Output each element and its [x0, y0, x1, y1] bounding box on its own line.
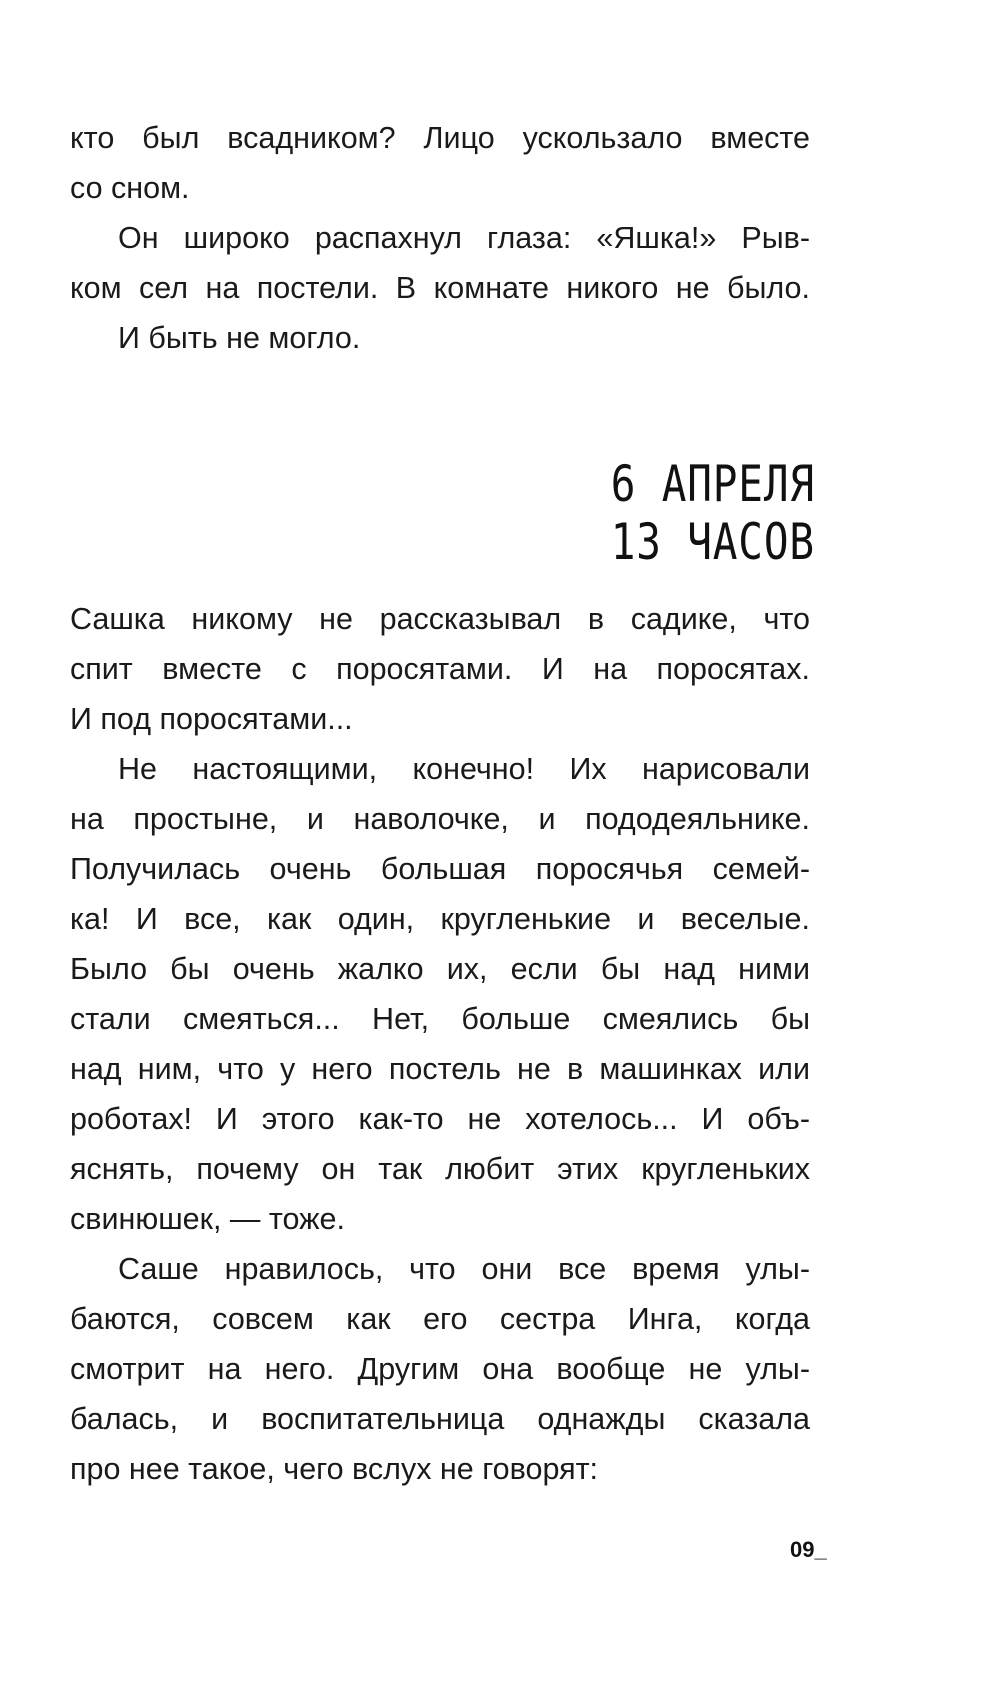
text-line: Саше нравилось, что они все время улы-: [118, 1252, 810, 1286]
text-line: над ним, что у него постель не в машинках или: [70, 1052, 810, 1086]
text-line: И под поросятами...: [70, 702, 353, 736]
text-line: со сном.: [70, 171, 190, 205]
text-line: балась, и воспитательница однажды сказала: [70, 1402, 810, 1436]
text-line: смотрит на него. Другим она вообще не улы-: [70, 1352, 810, 1386]
text-line: Получилась очень большая поросячья семей-: [70, 852, 810, 886]
heading-time: 13 ЧАСОВ: [610, 513, 815, 571]
text-line: роботах! И этого как-то не хотелось... И объ-: [70, 1102, 810, 1136]
text-line: ка! И все, как один, кругленькие и веселые.: [70, 902, 810, 936]
section-heading: [611, 455, 815, 571]
text-line: Было бы очень жалко их, если бы над ними: [70, 952, 810, 986]
text-line: кто был всадником? Лицо ускользало вместе: [70, 121, 810, 155]
text-line: ком сел на постели. В комнате никого не было.: [70, 271, 810, 305]
text-line: баются, совсем как его сестра Инга, когда: [70, 1302, 810, 1336]
text-line: стали смеяться... Нет, больше смеялись бы: [70, 1002, 810, 1036]
text-line: Он широко распахнул глаза: «Яшка!» Рыв-: [118, 221, 810, 255]
heading-date: 6 АПРЕЛЯ: [610, 455, 815, 513]
text-line: спит вместе с поросятами. И на поросятах.: [70, 652, 810, 686]
text-line: яснять, почему он так любит этих кругленьких: [70, 1152, 810, 1186]
top-text: [70, 113, 810, 363]
text-line: Не настоящими, конечно! Их нарисовали: [118, 752, 810, 786]
text-line: про нее такое, чего вслух не говорят:: [70, 1452, 599, 1486]
text-line: на простыне, и наволочке, и пододеяльнике.: [70, 802, 810, 836]
page-number: 09_: [790, 1537, 827, 1562]
text-line: Сашка никому не рассказывал в садике, что: [70, 602, 810, 636]
text-line: свинюшек, — тоже.: [70, 1202, 345, 1236]
text-line: И быть не могло.: [118, 321, 361, 355]
body-text: [70, 594, 810, 1494]
